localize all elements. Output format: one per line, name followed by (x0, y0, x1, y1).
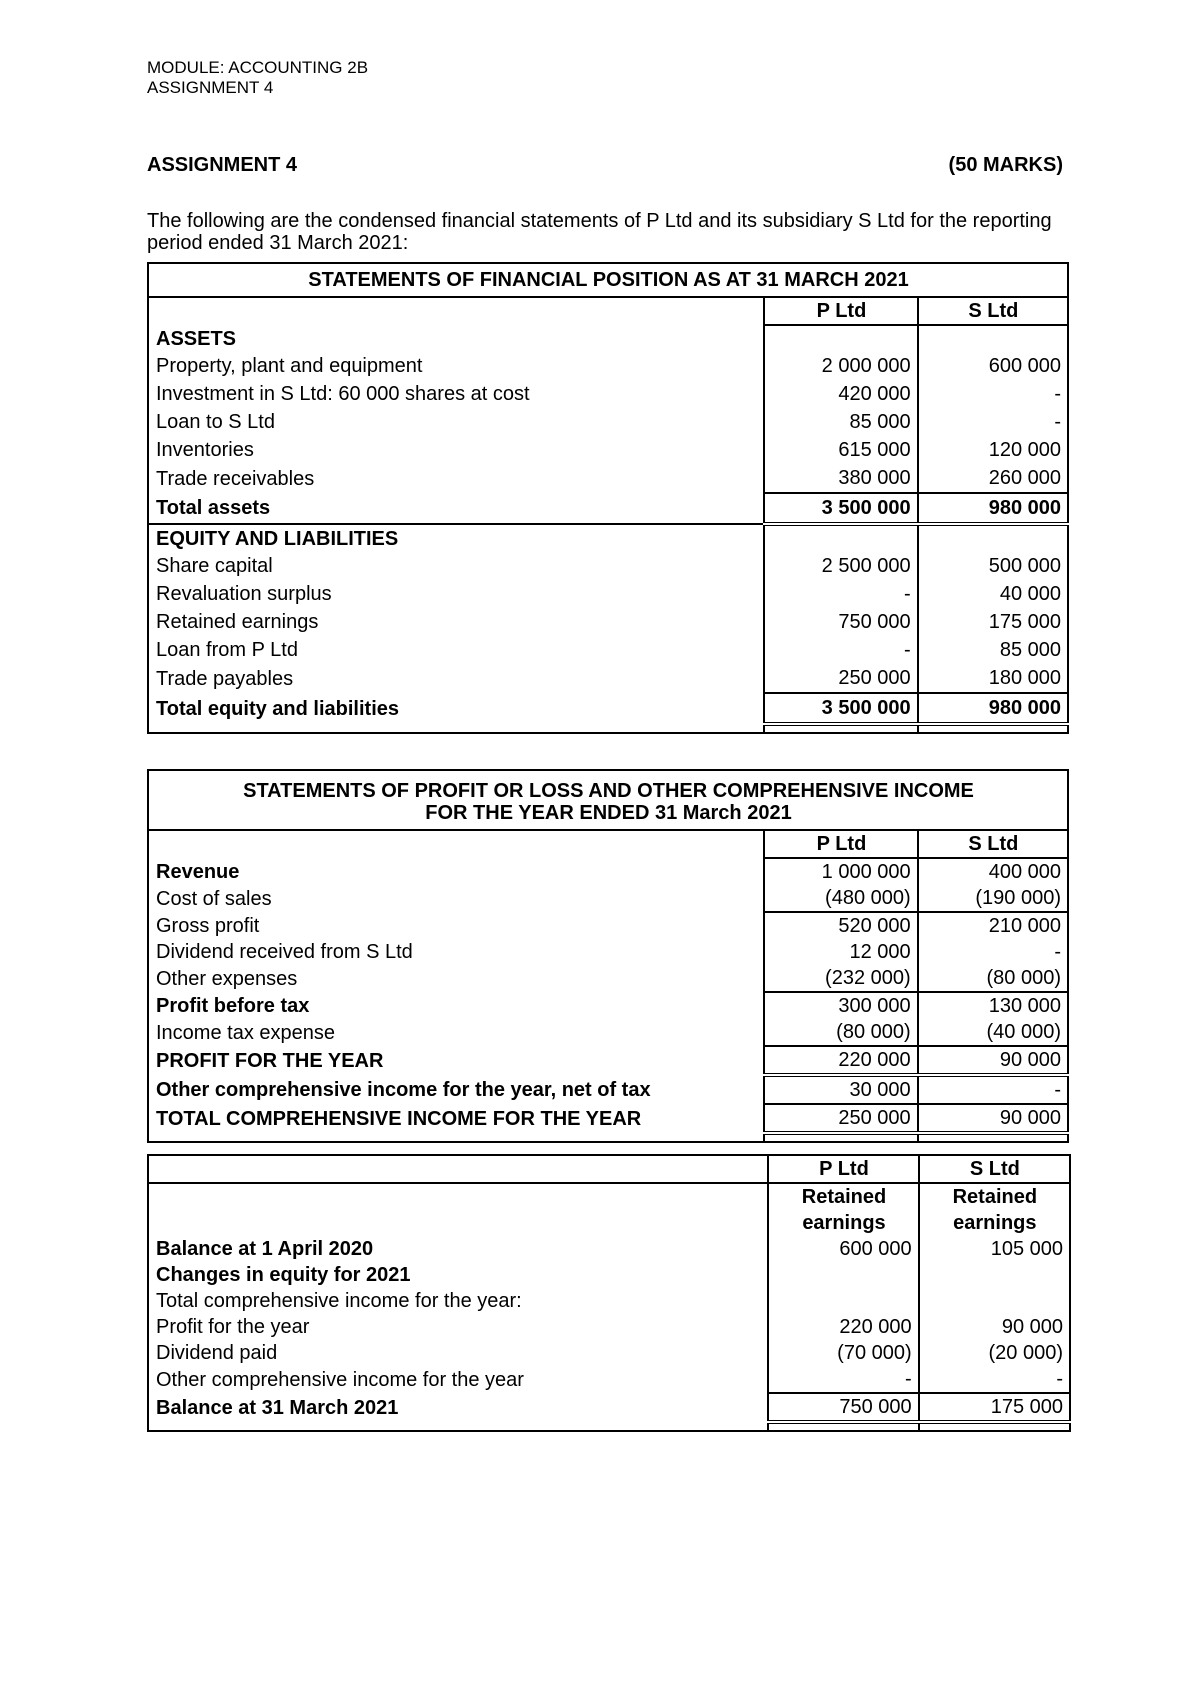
s-value: (190 000) (918, 885, 1068, 912)
total-row (148, 693, 1068, 724)
p-sub-line-1: Retained (801, 1186, 887, 1208)
spacer-row (148, 1133, 1068, 1142)
table-row (148, 464, 1068, 493)
p-value: 750 000 (768, 1393, 918, 1422)
table-row (148, 1262, 1070, 1288)
s-value: 175 000 (918, 608, 1068, 636)
p-value: 12 000 (764, 939, 917, 965)
column-header-row (148, 1155, 1070, 1183)
row-label: Other comprehensive income for the year (156, 1368, 524, 1391)
s-value: 90 000 (919, 1314, 1070, 1340)
row-label: Balance at 1 April 2020 (156, 1238, 374, 1260)
s-value: - (918, 1075, 1068, 1104)
row-label: TOTAL COMPREHENSIVE INCOME FOR THE YEAR (156, 1107, 642, 1130)
row-label: Profit before tax (156, 994, 310, 1017)
s-value: (20 000) (919, 1340, 1070, 1366)
s-value: 400 000 (918, 858, 1068, 885)
s-value: (40 000) (918, 1019, 1068, 1046)
s-value: 980 000 (918, 493, 1068, 524)
table-row (148, 992, 1068, 1019)
row-label: Share capital (156, 555, 273, 577)
row-label: Investment in S Ltd: 60 000 shares at cost (156, 383, 530, 405)
table-row (148, 1288, 1070, 1314)
p-value: 300 000 (764, 992, 917, 1019)
col-p-ltd: P Ltd (768, 1155, 918, 1183)
p-value: 250 000 (764, 664, 917, 693)
p-retained-earnings-header (768, 1183, 918, 1236)
spacer-row (148, 1422, 1070, 1431)
s-value: - (918, 408, 1068, 436)
assignment-title: ASSIGNMENT 4 (147, 154, 298, 176)
row-label: PROFIT FOR THE YEAR (156, 1049, 384, 1072)
s-value: 105 000 (919, 1236, 1070, 1262)
p-sub-line-2: earnings (802, 1212, 886, 1234)
total-assets-label: Total assets (156, 497, 271, 519)
row-label: Cost of sales (156, 887, 272, 910)
row-label: Inventories (156, 439, 254, 461)
table-row (148, 858, 1068, 885)
s-value: 980 000 (918, 693, 1068, 724)
column-header-row (148, 297, 1068, 325)
table-row (148, 1314, 1070, 1340)
table-row (148, 664, 1068, 693)
column-subheader-row (148, 1183, 1070, 1236)
p-value: 220 000 (768, 1314, 918, 1340)
table-row (148, 1046, 1068, 1075)
row-label: Income tax expense (156, 1021, 335, 1044)
p-value (768, 1262, 918, 1288)
p-value: 520 000 (764, 912, 917, 939)
table-row (148, 1019, 1068, 1046)
p-value: 85 000 (764, 408, 917, 436)
p-value: - (768, 1366, 918, 1393)
profit-or-loss-table (147, 769, 1069, 1143)
table-row (148, 965, 1068, 992)
row-label: Loan from P Ltd (156, 639, 298, 661)
total-row (148, 493, 1068, 524)
table-row (148, 1104, 1068, 1133)
table-row (148, 1075, 1068, 1104)
p-value: 1 000 000 (764, 858, 917, 885)
s-value: - (918, 380, 1068, 408)
col-p-ltd: P Ltd (764, 830, 917, 858)
row-label: Trade payables (156, 667, 294, 690)
row-label: Loan to S Ltd (156, 411, 275, 433)
s-value: 130 000 (918, 992, 1068, 1019)
s-value: 40 000 (918, 580, 1068, 608)
s-value: - (918, 939, 1068, 965)
row-label: Property, plant and equipment (156, 355, 423, 377)
p-value: (232 000) (764, 965, 917, 992)
p-value: 3 500 000 (764, 693, 917, 724)
assignment-label: ASSIGNMENT 4 (147, 78, 274, 97)
s-value: 175 000 (919, 1393, 1070, 1422)
table-row (148, 636, 1068, 664)
s-retained-earnings-header (919, 1183, 1070, 1236)
p-value: 750 000 (764, 608, 917, 636)
row-label: Revaluation surplus (156, 583, 332, 605)
s-sub-line-1: Retained (952, 1186, 1038, 1208)
s-value: 180 000 (918, 664, 1068, 693)
s-sub-line-2: earnings (953, 1212, 1037, 1234)
table-row (148, 436, 1068, 464)
soci-title (148, 770, 1068, 830)
p-value: 615 000 (764, 436, 917, 464)
p-value: 3 500 000 (764, 493, 917, 524)
s-value: (80 000) (918, 965, 1068, 992)
changes-in-equity-table (147, 1154, 1071, 1432)
row-label: Changes in equity for 2021 (156, 1264, 411, 1286)
s-value: 500 000 (918, 552, 1068, 580)
row-label: Other expenses (156, 967, 298, 990)
marks-label: (50 MARKS) (948, 154, 1063, 176)
row-label: Dividend received from S Ltd (156, 941, 413, 963)
s-value: 90 000 (918, 1046, 1068, 1075)
soci-title-line-1: STATEMENTS OF PROFIT OR LOSS AND OTHER COMPREHENSIVE INCOME (243, 780, 974, 802)
p-value (768, 1288, 918, 1314)
p-value: - (764, 636, 917, 664)
p-value: 30 000 (764, 1075, 917, 1104)
table-row (148, 885, 1068, 912)
sofp-title: STATEMENTS OF FINANCIAL POSITION AS AT 31 MARCH 2021 (148, 263, 1068, 297)
table-title-row (148, 770, 1068, 830)
row-label: Dividend paid (156, 1342, 278, 1364)
p-value: 420 000 (764, 380, 917, 408)
row-label: Revenue (156, 860, 240, 883)
table-row (148, 608, 1068, 636)
p-value: - (764, 580, 917, 608)
col-s-ltd: S Ltd (918, 830, 1068, 858)
row-label: Gross profit (156, 914, 260, 937)
table-row (148, 912, 1068, 939)
row-label: Profit for the year (156, 1316, 310, 1338)
section-heading-row (148, 524, 1068, 552)
s-value: 85 000 (918, 636, 1068, 664)
p-value: 2 500 000 (764, 552, 917, 580)
col-s-ltd: S Ltd (919, 1155, 1070, 1183)
s-value: 600 000 (918, 352, 1068, 380)
table-row (148, 380, 1068, 408)
spacer-row (148, 724, 1068, 733)
table-title-row (148, 263, 1068, 297)
s-value (919, 1262, 1070, 1288)
section-heading-row (148, 325, 1068, 352)
table-row (148, 408, 1068, 436)
p-value: 380 000 (764, 464, 917, 493)
s-value: 210 000 (918, 912, 1068, 939)
col-s-ltd: S Ltd (918, 297, 1068, 325)
equity-heading: EQUITY AND LIABILITIES (148, 524, 764, 552)
p-value: (480 000) (764, 885, 917, 912)
table-row (148, 580, 1068, 608)
row-label: Other comprehensive income for the year, net of tax (156, 1078, 651, 1101)
table-row (148, 939, 1068, 965)
table-row (148, 352, 1068, 380)
s-value: 260 000 (918, 464, 1068, 493)
table-row (148, 552, 1068, 580)
total-row (148, 1393, 1070, 1422)
table-row (148, 1340, 1070, 1366)
intro-paragraph: The following are the condensed financial statements of P Ltd and its subsidiary S Ltd for the reporting period ended 31 March 2021: (147, 210, 1052, 254)
p-value: 600 000 (768, 1236, 918, 1262)
s-value: - (919, 1366, 1070, 1393)
p-value: (80 000) (764, 1019, 917, 1046)
financial-position-table (147, 262, 1069, 734)
column-header-row (148, 830, 1068, 858)
table-row (148, 1236, 1070, 1262)
row-label: Trade receivables (156, 467, 315, 490)
p-value: 250 000 (764, 1104, 917, 1133)
col-p-ltd: P Ltd (764, 297, 917, 325)
soci-title-line-2: FOR THE YEAR ENDED 31 March 2021 (425, 802, 792, 824)
total-equity-label: Total equity and liabilities (156, 697, 399, 720)
row-label: Balance at 31 March 2021 (156, 1396, 399, 1419)
p-value: 2 000 000 (764, 352, 917, 380)
s-value: 120 000 (918, 436, 1068, 464)
table-row (148, 1366, 1070, 1393)
module-label: MODULE: ACCOUNTING 2B (147, 58, 369, 77)
p-value: 220 000 (764, 1046, 917, 1075)
row-label: Total comprehensive income for the year: (156, 1290, 522, 1312)
s-value (919, 1288, 1070, 1314)
row-label: Retained earnings (156, 611, 319, 633)
assets-heading: ASSETS (156, 327, 237, 350)
p-value: (70 000) (768, 1340, 918, 1366)
s-value: 90 000 (918, 1104, 1068, 1133)
